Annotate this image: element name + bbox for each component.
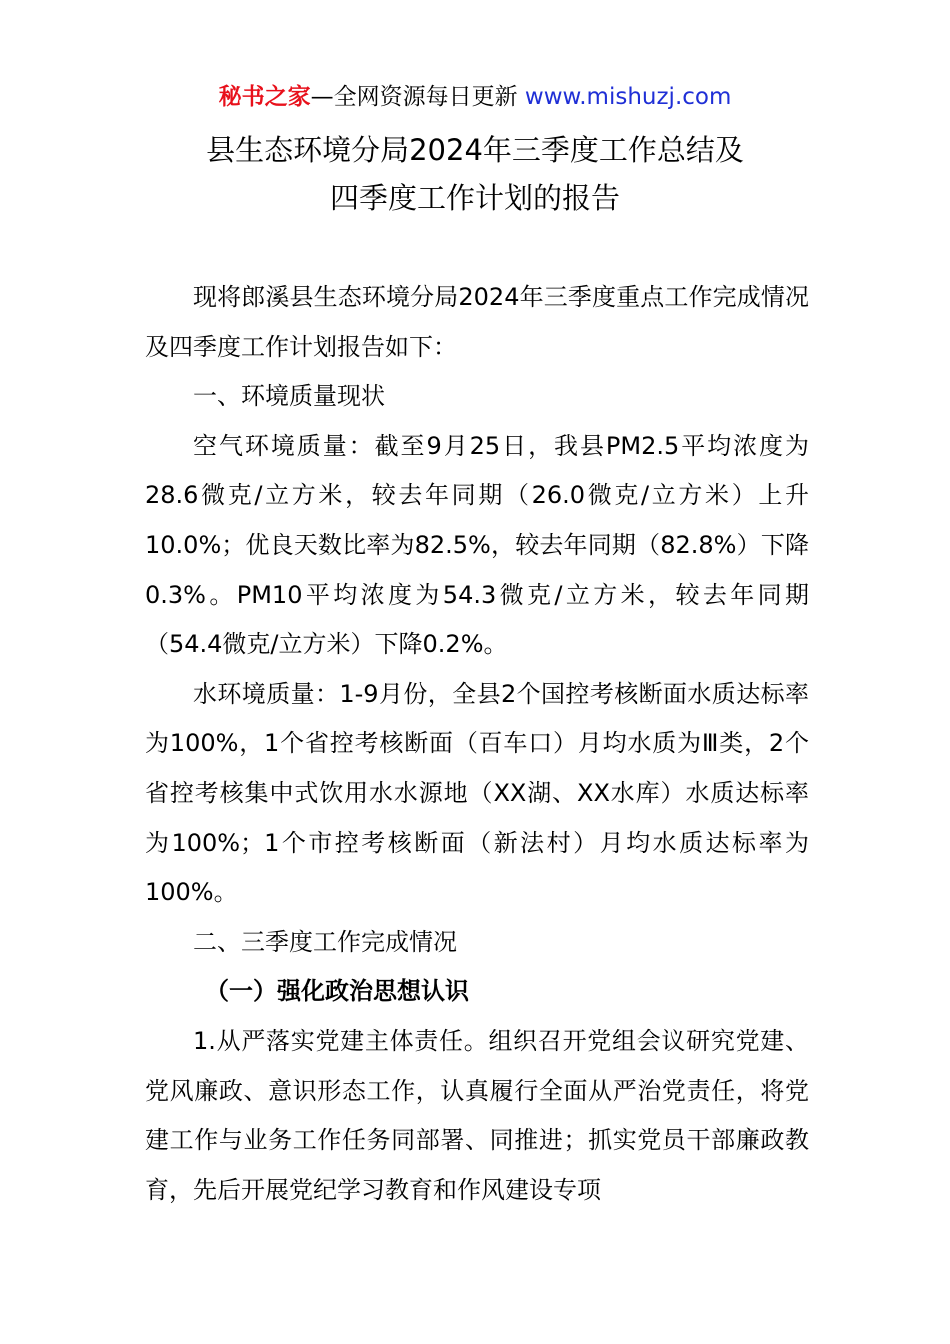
header-slogan: —全网资源每日更新: [310, 84, 525, 110]
air-quality-paragraph: 空气环境质量：截至9月25日，我县PM2.5平均浓度为28.6微克/立方米，较去年同期（26.0微克/立方米）上升10.0%；优良天数比率为82.5%，较去年同期（82.8%）下降0.3%。PM10平均浓度为54.3微克/立方米，较去年同期（54.4微克/立方米）下降0.2%。: [145, 431, 809, 659]
document-body: [145, 273, 809, 1215]
subsection-heading-1: （一）强化政治思想认识: [205, 977, 469, 1006]
water-quality-paragraph: 水环境质量：1-9月份，全县2个国控考核断面水质达标率为100%，1个省控考核断面（百车口）月均水质为Ⅲ类，2个省控考核集中式饮用水水源地（XX湖、XX水库）水质达标率为100%；1个市控考核断面（新法村）月均水质达标率为100%。: [145, 679, 809, 907]
document-title-line-1: 县生态环境分局2024年三季度工作总结及: [206, 133, 744, 167]
site-link[interactable]: www.mishuzj.com: [524, 84, 732, 110]
brand-name: 秘书之家: [218, 84, 311, 110]
party-building-paragraph: 1.从严落实党建主体责任。组织召开党组会议研究党建、党风廉政、意识形态工作，认真履行全面从严治党责任，将党建工作与业务工作任务同部署、同推进；抓实党员干部廉政教育，先后开展党纪学习教育和作风建设专项: [145, 1026, 809, 1204]
intro-paragraph: 现将郎溪县生态环境分局2024年三季度重点工作完成情况及四季度工作计划报告如下：: [145, 283, 809, 361]
section-heading-2: 二、三季度工作完成情况: [193, 927, 457, 956]
section-heading-1: 一、环境质量现状: [193, 382, 385, 411]
site-header: [0, 82, 950, 112]
document-title-line-2: 四季度工作计划的报告: [329, 181, 620, 215]
